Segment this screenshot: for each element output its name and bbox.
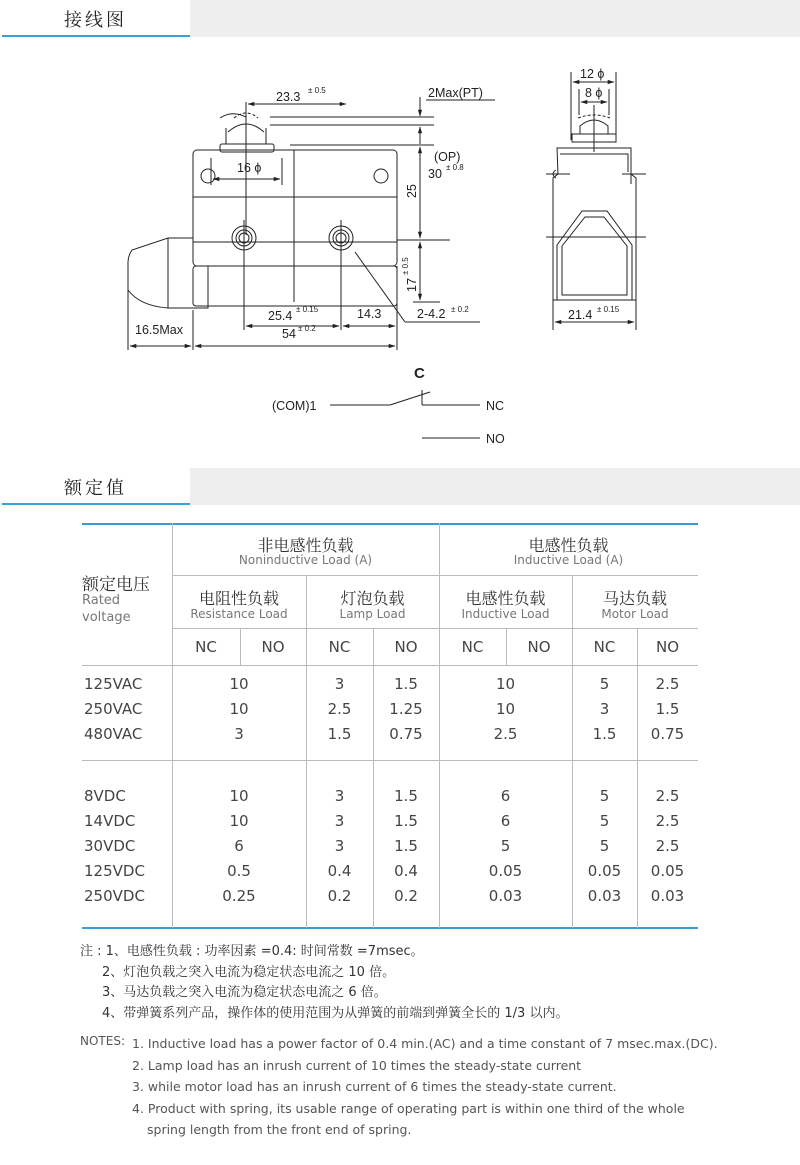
note-zh-item: 2、灯泡负载之突入电流为稳定状态电流之 10 倍。 [102, 964, 396, 980]
table-rule [82, 760, 698, 761]
dim-plunger-offset: 23.3 [276, 90, 301, 104]
table-cell-lamp-no: 1.25 [389, 700, 423, 718]
note-en-item: spring length from the front end of spring. [147, 1122, 412, 1137]
table-col-rule [637, 628, 638, 928]
table-cell-lamp-no: 0.4 [394, 862, 418, 880]
table-cell-motor-no: 0.05 [650, 862, 685, 880]
subgroup-header-en: Lamp Load [339, 607, 406, 621]
table-cell-lamp-nc: 0.4 [327, 862, 352, 880]
table-cell-motor-nc: 5 [599, 812, 610, 830]
table-cell-lamp-no: 1.5 [394, 837, 418, 855]
table-cell-lamp-no: 0.2 [394, 887, 418, 905]
table-cell-resistance: 3 [234, 725, 244, 743]
table-cell-motor-no: 0.03 [650, 887, 685, 905]
table-top-rule [82, 523, 698, 525]
table-cell-motor-no: 2.5 [655, 787, 680, 805]
subgroup-header-en: Inductive Load [461, 607, 550, 621]
dim-height-lower: 17 [405, 278, 419, 292]
table-cell-lamp-no: 1.5 [394, 812, 418, 830]
subgroup-header-zh: 马达负载 [602, 589, 667, 608]
table-cell-motor-nc: 5 [599, 837, 610, 855]
contact-header: NC [195, 638, 217, 656]
dim-width: 21.4 [568, 308, 593, 322]
note-en-item: 4. Product with spring, its usable range of operating part is within one third of the whole [132, 1100, 685, 1116]
note-en-item: 1. Inductive load has a power factor of 0.4 min.(AC) and a time constant of 7 msec.max.(DC). [132, 1036, 718, 1051]
table-cell-resistance: 10 [229, 700, 249, 718]
circuit-diagram [272, 365, 505, 446]
table-cell-motor-nc: 5 [599, 787, 610, 805]
front-view-labels [135, 86, 483, 341]
notes-label: NOTES: [80, 1034, 125, 1048]
table-col-rule [373, 628, 374, 928]
dim-tolerance: ± 0.15 [296, 305, 319, 314]
terminal-c-label: C [414, 365, 425, 382]
table-cell-resistance: 10 [229, 787, 249, 805]
dim-tolerance: ± 0.2 [451, 305, 469, 314]
dim-cable: 16.5Max [135, 323, 183, 337]
table-cell-motor-no: 0.75 [650, 725, 685, 743]
table-cell-motor-no: 2.5 [655, 675, 680, 693]
rated-voltage-en: Rated [82, 593, 121, 608]
subgroup-header-zh: 电感性负载 [465, 589, 546, 608]
row-voltage-label: 8VDC [84, 787, 126, 805]
dim-tolerance: ± 0.8 [446, 163, 464, 172]
table-rule [172, 628, 698, 629]
group-header-en: Noninductive Load (A) [238, 553, 373, 567]
table-cell-inductive: 6 [500, 812, 511, 830]
table-cell-inductive: 0.03 [488, 887, 523, 905]
section-header-ratings [0, 468, 800, 506]
table-cell-lamp-nc: 3 [334, 812, 345, 830]
table-cell-inductive: 0.05 [488, 862, 523, 880]
subgroup-header-en: Motor Load [601, 607, 669, 621]
table-cell-lamp-nc: 3 [334, 837, 345, 855]
contact-header: NO [655, 638, 680, 656]
table-cell-motor-no: 1.5 [655, 700, 680, 718]
dim-tolerance: ± 0.15 [597, 305, 620, 314]
table-cell-motor-nc: 0.03 [587, 887, 622, 905]
table-cell-motor-nc: 5 [599, 675, 610, 693]
table-cell-lamp-nc: 3 [334, 787, 345, 805]
table-rule [172, 575, 698, 576]
table-rule [82, 665, 698, 666]
contact-header: NO [527, 638, 551, 656]
row-voltage-label: 250VAC [84, 700, 143, 718]
contact-header: NC [461, 638, 484, 656]
table-cell-resistance: 0.5 [227, 862, 251, 880]
table-cell-inductive: 10 [495, 675, 516, 693]
dim-inner-dia: 8 ϕ [585, 86, 603, 100]
note-zh-item: 3、马达负载之突入电流为稳定状态电流之 6 倍。 [102, 985, 387, 1000]
table-cell-resistance: 6 [234, 837, 244, 855]
section-header-bar [190, 468, 800, 505]
table-cell-inductive: 2.5 [493, 725, 518, 743]
row-voltage-label: 125VDC [84, 862, 145, 880]
dim-tolerance: ± 0.5 [401, 257, 410, 275]
rated-voltage-en: voltage [82, 610, 131, 625]
terminal-com-label: (COM)1 [272, 399, 317, 413]
rated-voltage-zh: 额定电压 [82, 575, 150, 595]
table-cell-motor-nc: 1.5 [592, 725, 617, 743]
contact-header: NO [394, 638, 418, 656]
terminal-nc-label: NC [486, 399, 505, 413]
dim-outer-dia: 12 ϕ [580, 67, 605, 81]
subgroup-header-zh: 灯泡负载 [340, 589, 405, 608]
group-header-zh: 非电感性负载 [257, 536, 354, 555]
table-cell-lamp-nc: 1.5 [327, 725, 352, 743]
row-voltage-label: 14VDC [84, 812, 136, 830]
table-cell-lamp-nc: 2.5 [327, 700, 352, 718]
dim-tolerance: ± 0.5 [308, 86, 326, 95]
contact-header: NC [593, 638, 616, 656]
contact-header: NO [261, 638, 285, 656]
notes-zh [80, 942, 568, 1024]
table-cell-motor-no: 2.5 [655, 812, 680, 830]
table-cell-lamp-no: 1.5 [394, 787, 418, 805]
subgroup-header-zh: 电阻性负载 [198, 589, 279, 608]
table-cell-motor-nc: 3 [599, 700, 610, 718]
table-cell-resistance: 10 [229, 675, 249, 693]
table-bottom-rule [82, 927, 698, 929]
group-header-zh: 电感性负载 [528, 536, 609, 555]
table-cell-lamp-no: 0.75 [389, 725, 423, 743]
table-cell-inductive: 5 [500, 837, 511, 855]
table-cell-motor-no: 2.5 [655, 837, 680, 855]
table-cell-lamp-no: 1.5 [394, 675, 418, 693]
table-cell-resistance: 0.25 [222, 887, 256, 905]
dim-op-label: (OP) [434, 150, 461, 164]
dim-length: 54 [282, 327, 296, 341]
table-cell-resistance: 10 [229, 812, 249, 830]
subgroup-header-en: Resistance Load [190, 607, 288, 621]
row-voltage-label: 125VAC [84, 675, 143, 693]
section-tab [2, 0, 190, 37]
section-title: 接线图 [64, 10, 127, 31]
dim-holes: 2-4.2 [417, 307, 446, 321]
dim-tolerance: ± 0.2 [298, 324, 316, 333]
section-header-wiring [0, 0, 800, 38]
row-voltage-label: 480VAC [84, 725, 143, 743]
section-header-bar [190, 0, 800, 37]
table-cell-inductive: 10 [495, 700, 516, 718]
dim-height-upper: 25 [405, 184, 419, 198]
table-cell-lamp-nc: 0.2 [327, 887, 352, 905]
dimension-drawing [0, 40, 800, 460]
table-cell-lamp-nc: 3 [334, 675, 345, 693]
note-en-item: 2. Lamp load has an inrush current of 10 times the steady-state current [132, 1057, 582, 1073]
note-zh-item: 4、带弹簧系列产品，操作体的使用范围为从弹簧的前端到弹簧全长的 1/3 以内。 [102, 1005, 569, 1021]
dim-pt: 2Max(PT) [428, 86, 483, 100]
dim-hole-pitch: 25.4 [268, 309, 293, 323]
table-cell-motor-nc: 0.05 [587, 862, 622, 880]
dim-op: 30 [428, 167, 442, 181]
side-view [546, 72, 646, 330]
ratings-table [82, 523, 698, 928]
dim-hole-edge: 14.3 [357, 307, 382, 321]
note-en-item: 3. while motor load has an inrush current of 6 times the steady-state current. [132, 1079, 617, 1094]
row-voltage-label: 30VDC [84, 837, 136, 855]
contact-header: NC [328, 638, 351, 656]
section-tab [2, 468, 190, 505]
dim-plunger-dia: 16 ϕ [237, 161, 262, 175]
terminal-no-label: NO [486, 432, 505, 446]
section-title: 额定值 [64, 478, 127, 499]
note-zh-item: 注 : 1、电感性负载 : 功率因素 =0.4: 时间常数 =7msec。 [80, 944, 424, 959]
row-voltage-label: 250VDC [84, 887, 145, 905]
table-cell-inductive: 6 [500, 787, 511, 805]
group-header-en: Inductive Load (A) [513, 553, 624, 567]
